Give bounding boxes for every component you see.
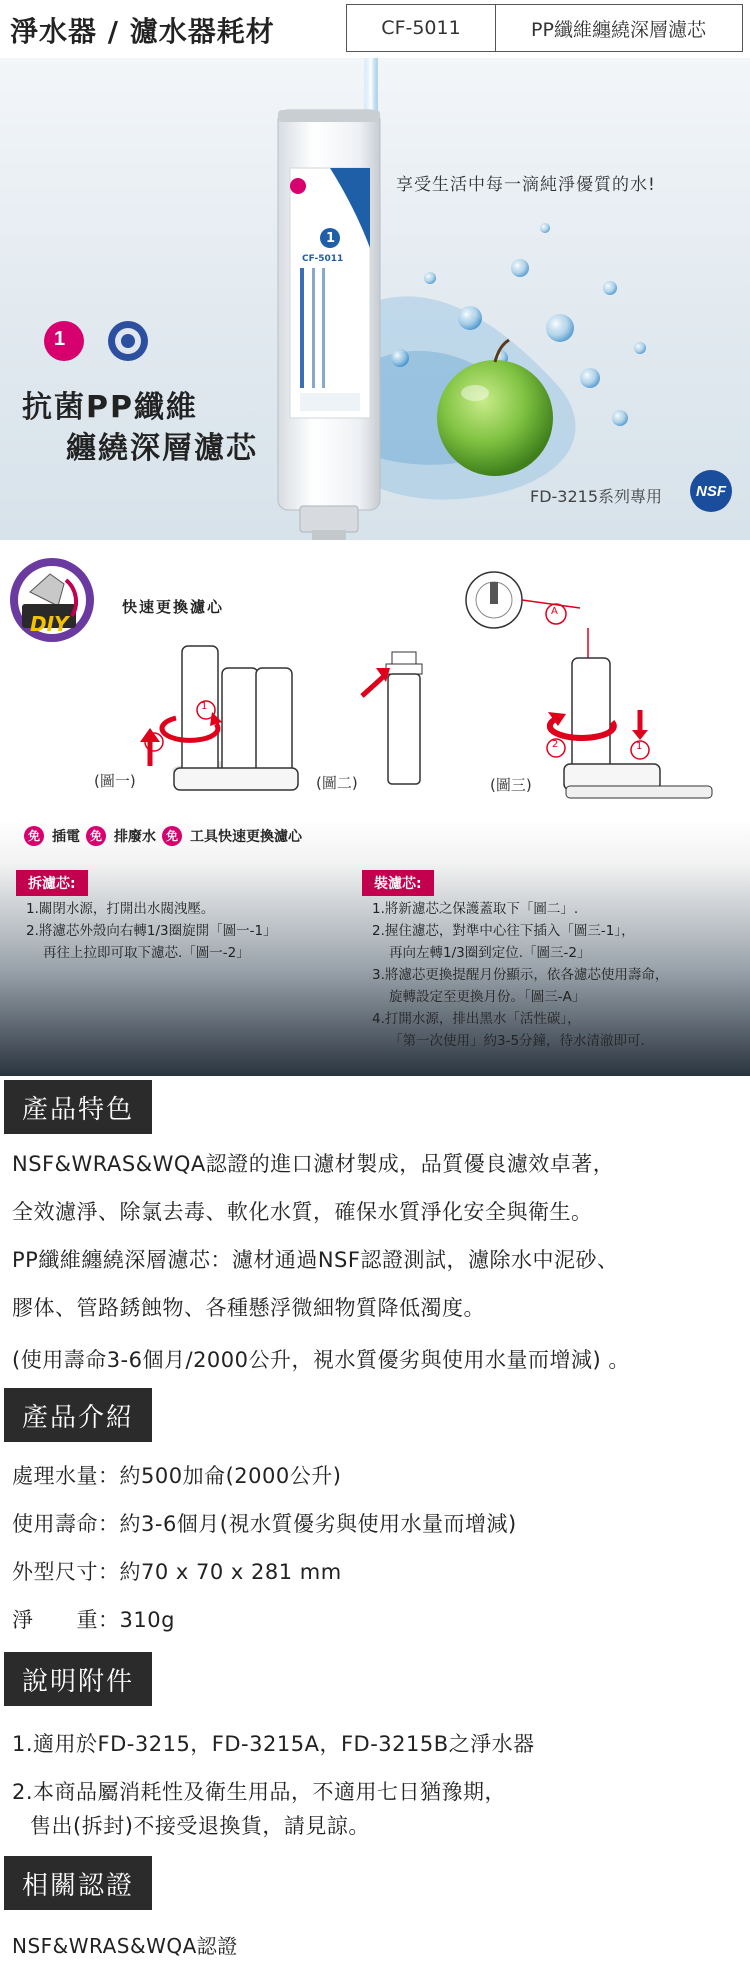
- page-header: [0, 0, 750, 58]
- install-step: 再向左轉1/3圈到定位.「圖三-2」: [389, 945, 591, 961]
- nsf-logo: NSF: [690, 470, 732, 512]
- free-badge-icon: 免: [24, 826, 44, 846]
- accessories-line: 1.適用於FD-3215，FD-3215A，FD-3215B之淨水器: [12, 1732, 535, 1756]
- install-step: 4.打開水源，排出黑水「活性碳」，: [372, 1011, 581, 1027]
- figure-1-purifier: [140, 646, 298, 790]
- fig3-step2-marker: 2: [552, 739, 559, 750]
- diy-title: 快速更換濾心: [122, 598, 225, 616]
- features-line: 全效濾淨、除氯去毒、軟化水質，確保水質淨化安全與衛生。: [12, 1200, 593, 1224]
- diy-logo-text: DIY: [30, 612, 69, 636]
- intro-line: 處理水量：約500加侖(2000公升): [12, 1464, 342, 1488]
- install-filter-steps: [372, 898, 748, 1052]
- badge-no-power: 插電: [52, 829, 80, 845]
- fig1-step2-marker: 2: [149, 733, 156, 744]
- badge-tool-free: 工具快速更換濾心: [190, 829, 302, 845]
- intro-line: 使用壽命：約3-6個月(視水質優劣與使用水量而增減): [12, 1512, 517, 1536]
- fig3-marker-a: A: [551, 606, 558, 617]
- fig3-step1-marker: 1: [636, 741, 643, 752]
- certs-line: NSF&WRAS&WQA認證: [12, 1934, 238, 1958]
- diy-instructions: [0, 540, 750, 1076]
- fig1-step1-marker: 1: [201, 701, 208, 712]
- install-step: 2.握住濾芯，對準中心往下插入「圖三-1」，: [372, 923, 635, 939]
- features-line: NSF&WRAS&WQA認證的進口濾材製成，品質優良濾效卓著，: [12, 1152, 615, 1176]
- cartridge-stage-badge: 1: [326, 231, 336, 246]
- features-line: PP纖維纏繞深層濾芯：濾材通過NSF認證測試，濾除水中泥砂、: [12, 1248, 619, 1272]
- remove-filter-title: 拆濾芯:: [16, 870, 88, 896]
- series-compatibility: FD-3215系列專用: [530, 487, 663, 506]
- install-step: 旋轉設定至更換月份。「圖三-A」: [389, 989, 586, 1005]
- page-title: 淨水器 / 濾水器耗材: [10, 15, 275, 48]
- hero-banner: [0, 58, 750, 540]
- product-name-box: PP纖維纏繞深層濾芯: [495, 4, 743, 52]
- product-title-line1: 抗菌PP纖維: [22, 390, 198, 425]
- install-filter-title: 裝濾芯:: [362, 870, 434, 896]
- accessories-line: 售出(拆封)不接受退換貨，請見諒。: [30, 1814, 370, 1838]
- certs-heading: 相關認證: [4, 1856, 152, 1910]
- accessories-heading: 說明附件: [4, 1652, 152, 1706]
- intro-line: 外型尺寸：約70 x 70 x 281 mm: [12, 1560, 342, 1584]
- figure-3-purifier: [466, 572, 712, 798]
- install-step: 1.將新濾芯之保護蓋取下「圖二」.: [372, 901, 579, 917]
- features-line: (使用壽命3-6個月/2000公升，視水質優劣與使用水量而增減) 。: [12, 1348, 630, 1372]
- remove-step: 1.關閉水源，打開出水閥洩壓。: [26, 901, 215, 917]
- remove-filter-steps: [26, 898, 356, 964]
- accessories-line: 2.本商品屬消耗性及衛生用品，不適用七日猶豫期，: [12, 1780, 507, 1804]
- filter-cartridge: [278, 110, 380, 540]
- figure-1-label: (圖一): [94, 772, 136, 790]
- install-step: 3.將濾芯更換提醒月份顯示，依各濾芯使用壽命，: [372, 967, 669, 983]
- stage-number-badge: 1: [54, 328, 66, 350]
- free-badge-icon: 免: [86, 826, 106, 846]
- badge-no-waste-water: 排廢水: [114, 829, 156, 845]
- hero-product-title: [22, 388, 258, 469]
- cartridge-label: CF-5011: [302, 254, 344, 264]
- hero-tagline: 享受生活中每一滴純淨優質的水!: [396, 175, 656, 195]
- free-service-badges: [24, 826, 302, 846]
- features-heading: 產品特色: [4, 1080, 152, 1134]
- intro-heading: 產品介紹: [4, 1388, 152, 1442]
- intro-line: 淨 重：310g: [12, 1608, 175, 1632]
- figure-3-label: (圖三): [490, 776, 532, 794]
- model-number-box: CF-5011: [346, 4, 496, 52]
- install-step: 「第一次使用」約3-5分鐘，待水清澈即可.: [389, 1033, 645, 1049]
- free-badge-icon: 免: [162, 826, 182, 846]
- product-title-line2: 纏繞深層濾芯: [66, 430, 258, 466]
- figure-2-label: (圖二): [316, 774, 358, 792]
- features-line: 膠体、管路銹蝕物、各種懸浮微細物質降低濁度。: [12, 1296, 485, 1320]
- figure-2-cartridge: [362, 652, 422, 784]
- remove-step: 再往上拉即可取下濾芯.「圖一-2」: [43, 945, 250, 961]
- remove-step: 2.將濾芯外殼向右轉1/3圈旋開「圖一-1」: [26, 923, 277, 939]
